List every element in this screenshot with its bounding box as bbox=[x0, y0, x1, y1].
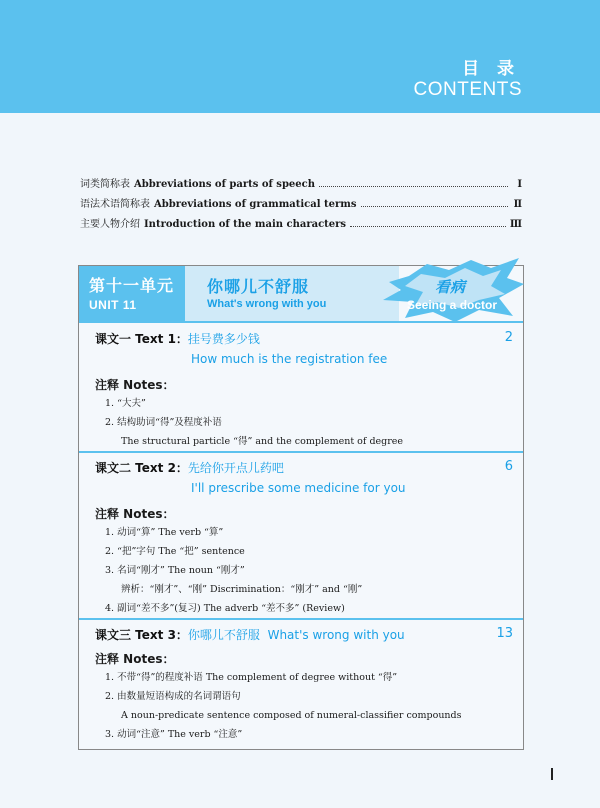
contents-title-en: CONTENTS bbox=[413, 79, 522, 100]
lesson-title-zh[interactable]: 你哪儿不舒服 bbox=[187, 628, 260, 642]
notes-heading: 注释 Notes： bbox=[95, 378, 175, 392]
lesson-3 bbox=[95, 626, 515, 744]
section-divider bbox=[79, 618, 523, 620]
lesson-1 bbox=[95, 330, 515, 451]
section-divider bbox=[79, 321, 523, 323]
lesson-heading[interactable] bbox=[95, 459, 515, 481]
note-item: The structural particle “得” and the complement of degree bbox=[121, 436, 404, 447]
contents-title-zh: 目 录 bbox=[462, 59, 520, 79]
lesson-2 bbox=[95, 459, 515, 618]
lesson-title-zh[interactable]: 挂号费多少钱 bbox=[187, 332, 260, 346]
unit-title-en[interactable]: What's wrong with you bbox=[207, 298, 327, 310]
front-item-en: Introduction of the main characters bbox=[144, 219, 347, 230]
front-item-zh: 主要人物介绍 bbox=[80, 219, 140, 230]
front-item-page: Ⅱ bbox=[513, 199, 522, 210]
note-item: 3. 名词“刚才” The noun “刚才” bbox=[105, 565, 245, 576]
lesson-page[interactable]: 6 bbox=[504, 459, 513, 474]
note-item: 1. 动词“算” The verb “算” bbox=[105, 527, 224, 538]
unit-label-zh: 第十一单元 bbox=[89, 276, 175, 295]
lesson-title-en[interactable]: What's wrong with you bbox=[267, 628, 405, 642]
front-item-zh: 语法术语简称表 bbox=[80, 199, 150, 210]
front-matter-list bbox=[80, 175, 522, 235]
lesson-label: 课文三 Text 3： bbox=[95, 628, 188, 642]
note-item: 1. 不带“得”的程度补语 The complement of degree without “得” bbox=[105, 672, 398, 683]
note-item: 3. 动词“注意” The verb “注意” bbox=[105, 729, 243, 740]
front-matter-item[interactable] bbox=[80, 215, 522, 235]
note-item: 2. 结构助词“得”及程度补语 bbox=[105, 417, 222, 428]
note-item: 辨析：“刚才”、“刚” Discrimination：“刚才” and “刚” bbox=[121, 584, 363, 595]
note-item: 4. 副词“差不多”(复习) The adverb “差不多” (Review) bbox=[105, 603, 345, 614]
notes-heading: 注释 Notes： bbox=[95, 507, 175, 521]
leader-dots bbox=[319, 186, 508, 187]
lesson-title-zh[interactable]: 先给你开点儿药吧 bbox=[187, 461, 284, 475]
front-item-en: Abbreviations of parts of speech bbox=[134, 179, 316, 190]
lesson-heading[interactable] bbox=[95, 330, 515, 352]
unit-title-zh[interactable]: 你哪儿不舒服 bbox=[207, 277, 310, 296]
note-item: 2. “把”字句 The “把” sentence bbox=[105, 546, 245, 557]
unit-label-en: UNIT 11 bbox=[89, 298, 137, 312]
front-matter-item[interactable] bbox=[80, 195, 522, 215]
lesson-page[interactable]: 13 bbox=[496, 626, 513, 641]
front-matter-item[interactable] bbox=[80, 175, 522, 195]
page-folio-mark bbox=[551, 768, 553, 780]
section-divider bbox=[79, 451, 523, 453]
lesson-page[interactable]: 2 bbox=[504, 330, 513, 345]
lesson-heading[interactable] bbox=[95, 626, 515, 648]
unit-topic-zh: 看病 bbox=[435, 278, 466, 296]
lesson-title-en[interactable]: How much is the registration fee bbox=[191, 352, 388, 366]
lesson-title-en[interactable]: I'll prescribe some medicine for you bbox=[191, 481, 406, 495]
front-item-page: Ⅰ bbox=[517, 179, 522, 190]
leader-dots bbox=[350, 226, 506, 227]
front-item-zh: 词类简称表 bbox=[80, 179, 130, 190]
front-item-en: Abbreviations of grammatical terms bbox=[154, 199, 357, 210]
lesson-label: 课文一 Text 1： bbox=[95, 332, 188, 346]
note-item: 1. “大夫” bbox=[105, 398, 146, 409]
leader-dots bbox=[361, 206, 509, 207]
note-item: A noun-predicate sentence composed of numeral-classifier compounds bbox=[121, 710, 462, 721]
lesson-label: 课文二 Text 2： bbox=[95, 461, 188, 475]
unit-banner bbox=[79, 266, 523, 321]
unit-11-box bbox=[78, 265, 524, 750]
front-item-page: Ⅲ bbox=[509, 219, 522, 230]
note-item: 2. 由数量短语构成的名词谓语句 bbox=[105, 691, 241, 702]
notes-heading: 注释 Notes： bbox=[95, 652, 175, 666]
page-header bbox=[0, 0, 600, 113]
unit-topic-en: Seeing a doctor bbox=[407, 298, 498, 312]
